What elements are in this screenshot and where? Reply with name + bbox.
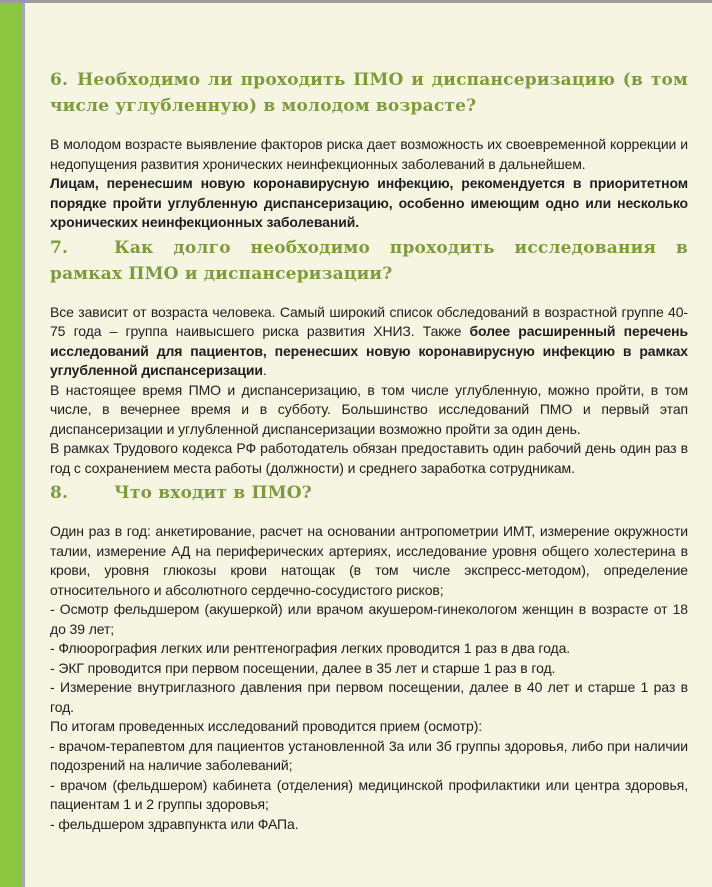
result-list-item-2: - врачом (фельдшером) кабинета (отделения) медицинской профилактики или центра здоровья, пациентам 1 и 2 группы здоровья;: [50, 776, 688, 812]
paragraph-labor-code: В рамках Трудового кодекса РФ работодатель обязан предоставить один рабочий день один раз в год с сохранением места работы (должности) и среднего заработка сотрудникам.: [50, 440, 688, 476]
left-accent-strip: [0, 3, 22, 887]
paragraph-duration: [50, 303, 688, 381]
pmo-list-item-4: - Измерение внутриглазного давления при первом посещении, далее в 40 лет и старше 1 раз в год.: [50, 679, 688, 715]
paragraph-schedule: В настоящее время ПМО и диспансеризацию, в том числе углубленную, можно пройти, в том числе, в вечернее время и в субботу. Большинство исследований ПМО и первый этап диспансеризации и углубленной диспансеризации возможно пройти за один день.: [50, 381, 688, 437]
question-8-heading: [50, 480, 688, 506]
question-7-number: 7.: [50, 237, 69, 258]
top-border-line: [0, 0, 712, 3]
pmo-list-item-1: - Осмотр фельдшером (акушеркой) или врачом акушером-гинекологом женщин в возрасте от 18 до 39 лет;: [50, 601, 688, 637]
pmo-list-item-2: - Флюорография легких или рентгенография легких проводится 1 раз в два года.: [50, 640, 571, 656]
document-content: [25, 3, 712, 887]
paragraph-pmo-annual: Один раз в год: анкетирование, расчет на основании антропометрии ИМТ, измерение окружности талии, измерение АД на периферических артериях, исследование уровня общего холестерина в крови, уровня глюкозы крови натощак (в том числе экспресс-методом), определение относительного и абсолютного сердечно-сосудистого рисков;: [50, 523, 688, 598]
paragraph-duration-bold: более расширенный перечень исследований для пациентов, перенесших новую коронавирусную инфекцию в рамках углубленной диспансеризации: [50, 323, 688, 378]
question-7-heading: [50, 235, 688, 287]
paragraph-duration-period: .: [262, 362, 267, 378]
paragraph-covid-recommendation: Лицам, перенесшим новую коронавирусную инфекцию, рекомендуется в приоритетном порядке пройти углубленную диспансеризацию, особенно имеющим одно или несколько хронических неинфекционных заболеваний.: [50, 175, 688, 230]
question-6-number: 6.: [50, 70, 69, 90]
question-8-title: Что входит в ПМО?: [114, 483, 312, 503]
strip-divider-line: [22, 3, 25, 887]
question-7-title: Как долго необходимо проходить исследования в рамках ПМО и диспансеризации?: [50, 237, 688, 284]
question-6-title: Необходимо ли проходить ПМО и диспансеризацию (в том числе углубленную) в молодом возрасте?: [50, 70, 688, 116]
result-list-item-3: - фельдшером здравпункта или ФАПа.: [50, 815, 299, 832]
paragraph-duration-normal: Все зависит от возраста человека. Самый широкий список обследований в возрастной группе 40-75 года – группа наивысшего риска развития ХНИЗ. Также: [50, 303, 688, 339]
result-list-item-1: - врачом-терапевтом для пациентов установленной 3а или 3б группы здоровья, либо при наличии подозрений на наличие заболеваний;: [50, 737, 688, 773]
paragraph-results-intro: По итогам проведенных исследований проводится прием (осмотр):: [50, 718, 483, 734]
question-6-heading: [50, 67, 688, 119]
pmo-list-item-3: - ЭКГ проводится при первом посещении, далее в 35 лет и старше 1 раз в год.: [50, 659, 556, 676]
paragraph-young-age: В молодом возрасте выявление факторов риска дает возможность их своевременной коррекции и недопущения развития хронических неинфекционных заболеваний в дальнейшем.: [50, 136, 688, 172]
question-8-number: 8.: [50, 483, 69, 503]
